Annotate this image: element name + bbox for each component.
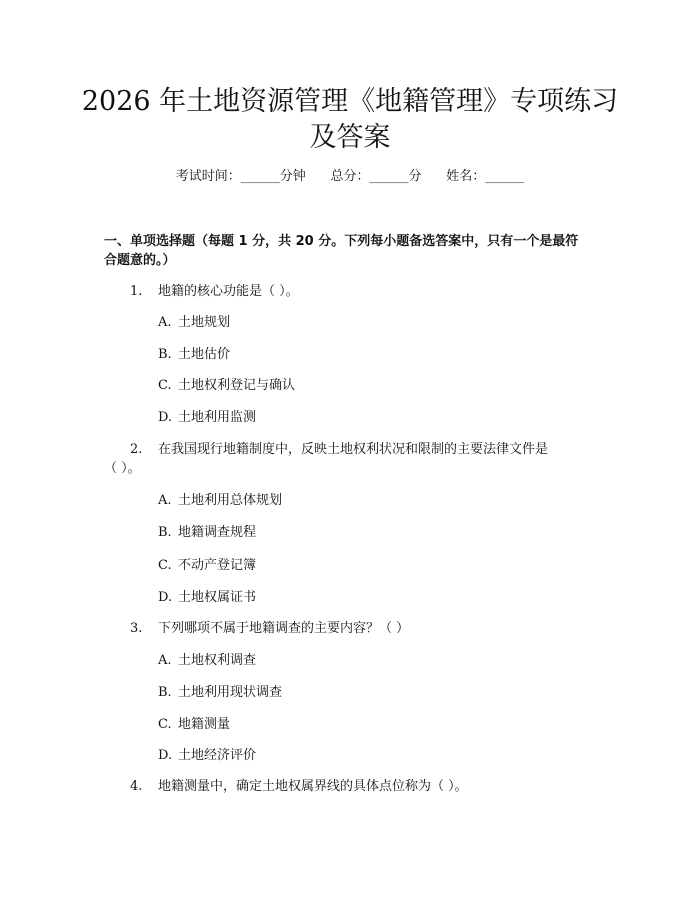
- option-text: 土地权利登记与确认: [178, 378, 296, 393]
- option-letter: C.: [158, 378, 172, 393]
- option-letter: A.: [158, 653, 172, 668]
- option-letter: B.: [158, 525, 172, 540]
- exam-info-line: 考试时间：______分钟 总分：______分 姓名：______: [175, 169, 525, 184]
- option-text: 土地估价: [178, 347, 231, 362]
- question-1-option-c: [158, 376, 295, 396]
- option-letter: B.: [158, 347, 172, 362]
- section-heading-line-1: 一、单项选择题（每题 1 分，共 20 分。下列每小题备选答案中，只有一个是最符: [104, 234, 579, 249]
- question-3-option-c: [158, 715, 230, 735]
- question-4: [104, 777, 594, 797]
- document-title-line-1: 2026 年土地资源管理《地籍管理》专项练习: [81, 86, 619, 117]
- question-1-option-d: [158, 408, 256, 428]
- option-text: 土地权属证书: [178, 590, 257, 605]
- option-text: 土地经济评价: [178, 748, 257, 763]
- option-text: 地籍调查规程: [178, 525, 257, 540]
- question-1: [104, 282, 594, 302]
- option-letter: A.: [158, 315, 172, 330]
- option-text: 不动产登记簿: [178, 558, 257, 573]
- question-number: 3.: [130, 621, 143, 636]
- question-text-continuation: （ ）。: [104, 461, 141, 476]
- question-2-option-d: [158, 588, 256, 608]
- question-text: 在我国现行地籍制度中，反映土地权利状况和限制的主要法律文件是: [158, 442, 549, 457]
- question-text: 地籍测量中，确定土地权属界线的具体点位称为（ ）。: [158, 779, 468, 794]
- question-3: [104, 619, 594, 639]
- option-letter: C.: [158, 558, 172, 573]
- option-letter: C.: [158, 717, 172, 732]
- option-letter: D.: [158, 590, 173, 605]
- question-number: 4.: [130, 779, 143, 794]
- question-text: 地籍的核心功能是（ ）。: [158, 284, 299, 299]
- option-text: 土地利用总体规划: [178, 493, 283, 508]
- question-1-option-a: [158, 313, 230, 333]
- option-letter: B.: [158, 685, 172, 700]
- section-heading-line-2: 合题意的。）: [104, 253, 176, 268]
- option-letter: D.: [158, 748, 173, 763]
- option-text: 土地权利调查: [178, 653, 257, 668]
- question-3-option-d: [158, 746, 256, 766]
- option-text: 土地利用监测: [178, 410, 257, 425]
- option-text: 地籍测量: [178, 717, 231, 732]
- option-letter: D.: [158, 410, 173, 425]
- question-2-option-c: [158, 556, 256, 576]
- question-3-option-a: [158, 651, 256, 671]
- question-2-option-b: [158, 523, 256, 543]
- question-text: 下列哪项不属于地籍调查的主要内容？（ ）: [158, 621, 410, 636]
- question-1-option-b: [158, 345, 230, 365]
- question-2: [104, 440, 594, 460]
- option-letter: A.: [158, 493, 172, 508]
- question-2-option-a: [158, 491, 282, 511]
- question-number: 1.: [130, 284, 143, 299]
- question-3-option-b: [158, 683, 282, 703]
- option-text: 土地利用现状调查: [178, 685, 283, 700]
- option-text: 土地规划: [178, 315, 231, 330]
- question-number: 2.: [130, 442, 143, 457]
- document-title-line-2: 及答案: [309, 122, 391, 153]
- question-2-continuation: [104, 459, 594, 479]
